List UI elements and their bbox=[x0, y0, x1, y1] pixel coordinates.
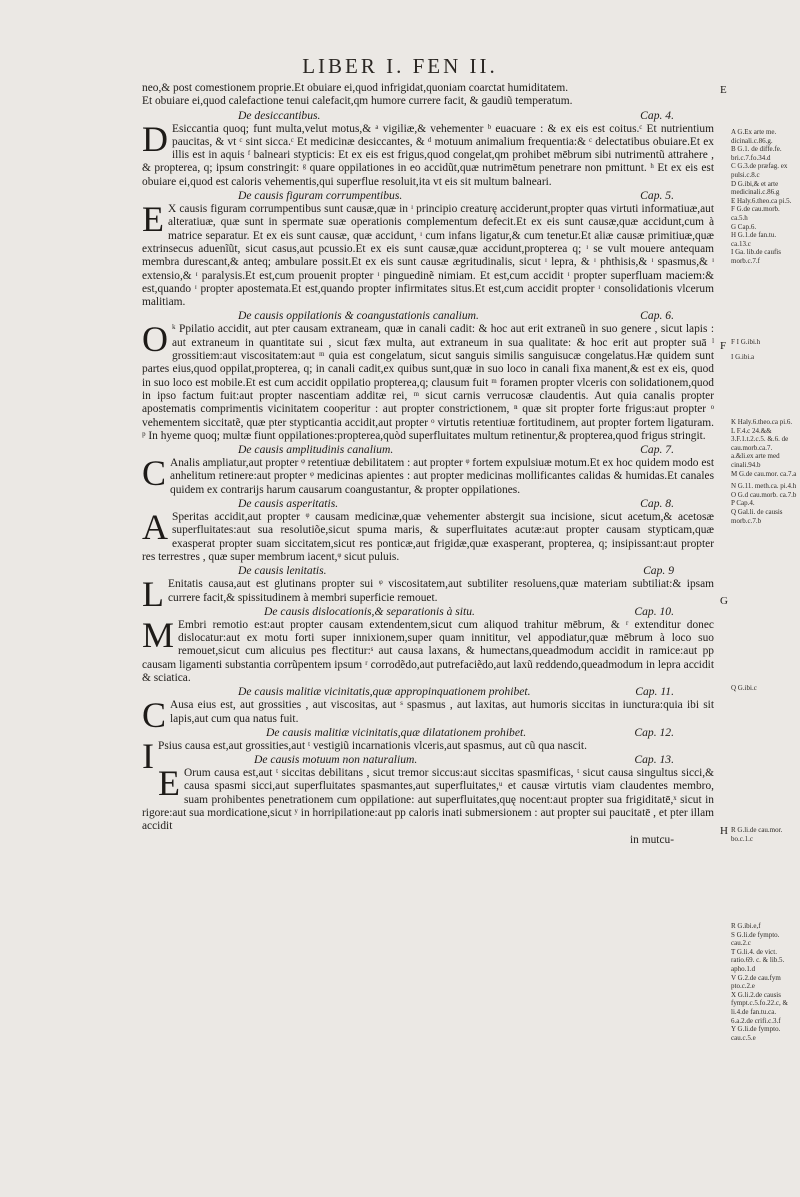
chapter-section bbox=[142, 109, 714, 189]
margin-note: Y G.li.de fympto. cau.c.5.e bbox=[731, 1025, 781, 1042]
chapter-text: ᵏ Ppilatio accidit, aut pter causam extraneam, quæ in canali cadit: & hoc aut erit extraneũ in suo genere , sicut lapis : aut extraneum in quantitate sui , sicut fæx multa, aut extraneum in sua qualitate: & hoc erit aut propter suā ˡ grossitiem:aut viscositatem:aut ᵐ quia est congelatum, sicut sanguis similis sanguisucæ congelatus.Hæ quidem sunt partes eius,quod oppilat,propterea, q; in canali cadit,ex quibus sunt,quæ in suo loco in canali fixa manent,& est ex eis, quod in suo loco est mobile.Et est cum accidit oppilatio propterea,q; clausum fuit ᵐ foramen propter vlceris con solidationem,quod in ipso factum fuit:aut propter nascentiam additæ rei, ᵐ sicut carnis verrucosæ claudentis. Aut quia canalis propter apostematis comprimentis vicinitatem cooperitur : aut propter constrictionem, ⁿ quæ sit propter forte frigus:aut propter ᵒ vehementem siccitatẽ, quæ pter stypticantia accidit,aut propter ᵒ virtutis retentiuæ fortitudinem, aut propter fortem ligaturam. ᵖ In hyeme quoq; multæ fiunt oppilationes:propterea,quòd superfluitates multum retinentur,& propterea,quod frigus stringit. bbox=[142, 323, 714, 442]
chapter-title: De causis malitiæ vicinitatis,quæ dilatationem prohibet. bbox=[266, 725, 527, 739]
margin-note: D G.ibi,& et arte medicinali.c.86.g bbox=[731, 179, 780, 197]
chapter-heading bbox=[142, 497, 714, 511]
margin-note: G Cap.6. bbox=[731, 222, 757, 231]
chapter-paragraph bbox=[142, 199, 714, 309]
drop-cap: C bbox=[142, 695, 167, 736]
chapter-section bbox=[142, 189, 714, 309]
margin-notes-block bbox=[731, 684, 797, 693]
margin-notes-block bbox=[731, 922, 797, 1042]
chapter-text: Enitatis causa,aut est glutinans propter sui ᵠ viscositatem,aut subtiliter resoluens,quæ materiam subtiliat:& ipsam currere facit,& spissitudinem à membri superficie remouet. bbox=[168, 578, 714, 604]
chapter-heading bbox=[168, 605, 714, 619]
drop-cap: E bbox=[142, 199, 164, 240]
chapter-text: Psius causa est,aut grossities,aut ᵗ vestigiũ incarnationis vlceris,aut spasmus, aut cũ qua nascit. bbox=[158, 739, 587, 752]
margin-letter: E bbox=[720, 84, 727, 96]
chapter-text: X causis figuram corrumpentibus sunt causæ,quæ in ᶦ principio creaturę acciderunt,propter quas virtuti informatiuæ,aut alteratiuæ, quæ sunt in spermate suæ operationis complementum defecit.Et ex eis sunt causæ,quæ accidunt,cum à matrice separatur. Et ex eis sunt causæ, quæ accidunt, ᶦ cum infans ligatur,& cum tenetur.Et aliæ causæ primitiuæ,quæ extrinsecus aduenĩũt, sicut casus,aut pcussio.Et ex eis sunt causæ,quæ accidunt,propterea q; ᶦ se vult mouere antequam membra durescant,& anteq; ambulare possit.Et ex eis sunt causæ ægritudinalis, sicut ᶦ lepra, & ᶦ phthisis,& ᶦ spasmus,& ᶦ extensio,& ᶦ paralysis.Et est,cum prouenit propter ᶦ pinguedinẽ nimiam. Et est,cum accidit ᶦ propter superfluam maciem:& est,quando ᶦ propter apostemata.Et est,quando propter infirmitates situs.Et est,cum accidit propter ᶦ consolidationis vlcerum malitiam. bbox=[142, 203, 714, 309]
chapter-heading bbox=[142, 564, 714, 578]
margin-note: M G.de cau.mor. ca.7.a bbox=[731, 469, 797, 478]
chapter-title: De causis dislocationis,& separationis à situ. bbox=[264, 604, 475, 618]
intro-line: Et obuiare ei,quod calefactione tenui calefacit,qm humore currere facit, & gaudiũ temperatum. bbox=[142, 95, 573, 108]
margin-letter: H bbox=[720, 825, 728, 837]
margin-notes-block bbox=[731, 338, 797, 361]
margin-note: T G.li.4. de vict. ratio.69. c. & lib.5. apho.1.d bbox=[731, 947, 785, 973]
chapter-title: De desiccantibus. bbox=[238, 108, 321, 122]
margin-note: Q G.ibi.c bbox=[731, 684, 757, 692]
margin-note: a.&li.ex arte med cinali.94.b bbox=[731, 452, 780, 469]
chapter-number: Cap. 11. bbox=[635, 685, 674, 699]
chapter-title: De causis amplitudinis canalium. bbox=[238, 443, 394, 457]
margin-note: I Ga. lib.de caufis morb.c.7.f bbox=[731, 248, 781, 265]
margin-note: Q Gal.li. de causis morb.c.7.b bbox=[731, 507, 783, 525]
chapter-heading bbox=[142, 443, 714, 457]
chapter-section bbox=[142, 309, 714, 443]
chapter-paragraph bbox=[142, 319, 714, 443]
chapter-title: De causis figuram corrumpentibus. bbox=[238, 189, 403, 203]
chapter-text: Ausa eius est, aut grossities , aut viscositas, aut ˢ spasmus , aut laxitas, aut humoris siccitas in iunctura:quia ibi sit lapis,aut cum qua natus fuit. bbox=[170, 699, 714, 725]
chapter-number: Cap. 7. bbox=[640, 443, 674, 457]
margin-note: V G.2.de cau.fym pto.c.2.e bbox=[731, 973, 781, 991]
main-text-column bbox=[142, 82, 714, 847]
chapter-number: Cap. 9 bbox=[643, 564, 674, 578]
catchword: in mutcu- bbox=[630, 833, 674, 846]
chapter-title: De causis malitiæ vicinitatis,quæ appropinquationem prohibet. bbox=[238, 685, 531, 699]
chapter-number: Cap. 13. bbox=[634, 753, 674, 767]
margin-notes-block bbox=[731, 128, 797, 266]
drop-cap: M bbox=[142, 614, 175, 655]
margin-note: P Cap.4. bbox=[731, 499, 755, 508]
chapter-heading bbox=[142, 189, 714, 203]
chapter-section bbox=[142, 497, 714, 564]
margin-note: B G.1. de diffe.fe. bri.c.7.fo.34.d bbox=[731, 145, 782, 162]
chapter-text: Analis ampliatur,aut propter ᵠ retentiuæ debilitatem : aut propter ᵠ fortem expulsiuæ motum.Et ex hoc quidem modo est anhelitum retinere:aut propter ᵠ medicinas apientes : aut propter medicinas mollificantes calidas & humidas.Et canales quidem ex contrarijs harum causarum coangustantur, & propter oppilationes. bbox=[170, 457, 715, 496]
margin-letter: G bbox=[720, 595, 728, 607]
chapter-text: Esiccantia quoq; funt multa,velut motus,& ᵃ vigiliæ,& vehementer ᵇ euacuare : & ex eis est coitus.ᶜ Et nutrientium paucitas, & vt ᶜ sint sicca.ᶜ Et medicinæ desiccantes, & ᵈ motuum animalium frequentia:& ᶜ delectatibus obuiare.Et ex illis est in aquis ᶠ balneari stypticis: Et ex eis est frigus,quod congelat,qm prohibet mēbrum sibi nutrimentũ attrahere , & propterea, q; ipsum constringit: ᵍ quare oppilationes in eo accidũt,quæ nutrimētum penetrare non pmittunt. ʰ Et ex eis est obuiare ei,quod est caloris vehementis,qui superflue resoluit,ita vt eis sit multum balneari. bbox=[142, 122, 714, 188]
chapter-number: Cap. 8. bbox=[640, 497, 674, 511]
chapter-section bbox=[142, 605, 714, 685]
chapter-paragraph bbox=[142, 614, 714, 685]
margin-note: K Haly.6.theo.ca pi.6. bbox=[731, 418, 793, 426]
chapter-text: Speritas accidit,aut propter ᵠ causam medicinæ,quæ vehementer abstergit sua incisione, sicut acetum,& acetosæ superfluitates:aut sua resolutiõe,sicut spuma maris, & superfluitates acutæ:aut propter causam stypticam,quæ exasperat propter suam siccitatem,sicut res ponticæ,aut frigidæ,quæ exasperant, propterea, q; insipissant:aut propter res terrestres , quæ super membrum iacent,ᵠ sicut puluis. bbox=[142, 511, 714, 563]
margin-note: S G.li.de fympto. cau.2.c bbox=[731, 930, 780, 948]
chapter-title: De causis lenitatis. bbox=[238, 564, 327, 578]
intro-line: neo,& post comestionem proprie.Et obuiare ei,quod infrigidat,quoniam coarctat humiditatem. bbox=[142, 82, 569, 94]
chapter-paragraph bbox=[142, 763, 714, 833]
chapter-title: De causis motuum non naturalium. bbox=[254, 753, 418, 767]
chapter-text: Embri remotio est:aut propter causam extendentem,sicut cum aliquod trahitur mēbrum, & ʳ extenditur donec dislocatur:aut ex motu forti super innixionem,super quam innititur, vel appodiatur,quæ mēbrum à loco suo remouet,sicut cum alicuius pes flectitur:ˢ aut causa laxans, & humectans,queadmodum accidit in ramice:aut pp causam ligamenti substantia corrũpentem ipsum ʳ corrodẽdo,aut putrefaciẽdo,aut laxũ reddendo,queadmodum in lepra accidit & sciatica. bbox=[142, 618, 714, 684]
margin-notes-block bbox=[731, 418, 797, 525]
chapter-heading bbox=[170, 726, 714, 740]
chapter-heading bbox=[142, 309, 714, 323]
drop-cap: C bbox=[142, 453, 167, 494]
running-head: LIBER I. FEN II. bbox=[302, 54, 498, 78]
chapter-number: Cap. 12. bbox=[634, 725, 674, 739]
margin-notes-block bbox=[731, 826, 797, 843]
margin-note: O G.d cau.morb. ca.7.b bbox=[731, 490, 797, 499]
drop-cap: E bbox=[158, 763, 180, 804]
margin-note: N G.11. meth.ca. pi.4.h bbox=[731, 482, 797, 491]
margin-note: E Haly.6.theo.ca pi.5. bbox=[731, 196, 792, 205]
margin-note: H G.1.de fan.tu. ca.13.c bbox=[731, 231, 777, 248]
chapter-section bbox=[142, 443, 714, 497]
chapter-text: Orum causa est,aut ᵗ siccitas debilitans , sicut tremor siccus:aut siccitas spasmificas, ᵗ sicut causa singultus sicci,& causa spasmi sicci,aut superfluitates spasmantes,aut superfluitates,ᵘ et causæ virtutis viam claudentes membro, suam prohibentes penetrationem cum oppilatione: aut superfluitates,quę nocent:aut propter sua frigiditatē,ˣ sicut in rigore:aut sua mordicatione,sicut ʸ in horripilatione:aut pp caloris inati submersionem : aut propter sui paucitatē , et pter illam accidit bbox=[142, 767, 714, 833]
margin-letter: F bbox=[720, 340, 727, 352]
drop-cap: I bbox=[142, 735, 154, 776]
drop-cap: A bbox=[142, 507, 168, 548]
chapter-paragraph bbox=[142, 453, 715, 497]
margin-note: X G.li.2.de causis fympt.c.5.fo.22.c, & li.4.de fan.tu.ca. 6.a.2.de crifi.c.3.f bbox=[731, 990, 788, 1025]
margin-note: C G.3.de præfag. ex pulsi.c.8.c bbox=[731, 162, 788, 179]
chapter-number: Cap. 6. bbox=[640, 309, 674, 323]
margin-note: L F.4.c 24.&& 3.F.1.t.2.c.5. &.6. de cau.morb.ca.7. bbox=[731, 426, 789, 452]
chapter-paragraph bbox=[142, 118, 714, 189]
chapter-number: Cap. 4. bbox=[640, 108, 674, 122]
margin-note: F I G.ibi.h bbox=[731, 338, 761, 346]
chapter-heading bbox=[142, 109, 714, 123]
chapter-paragraph bbox=[142, 507, 714, 564]
margin-note: A G.Ex arte me. dicinali.c.86.g. bbox=[731, 128, 777, 145]
margin-note: R G.li.de cau.mor. bo.c.1.c bbox=[731, 826, 783, 843]
margin-note: I G.ibi.a bbox=[731, 352, 755, 361]
chapter-title: De causis asperitatis. bbox=[238, 497, 339, 511]
drop-cap: D bbox=[142, 118, 168, 159]
chapter-number: Cap. 5. bbox=[640, 189, 674, 203]
chapter-section bbox=[142, 753, 714, 833]
margin-note: F G.de cau.morb. ca.5.h bbox=[731, 205, 780, 222]
drop-cap: L bbox=[142, 574, 164, 615]
chapter-number: Cap. 10. bbox=[634, 604, 674, 618]
chapter-heading bbox=[142, 685, 714, 699]
margin-note: R G.ibi.e,f bbox=[731, 922, 761, 930]
drop-cap: O bbox=[142, 319, 168, 360]
chapter-title: De causis oppilationis & coangustationis canalium. bbox=[238, 309, 479, 323]
chapter-heading bbox=[158, 753, 714, 767]
